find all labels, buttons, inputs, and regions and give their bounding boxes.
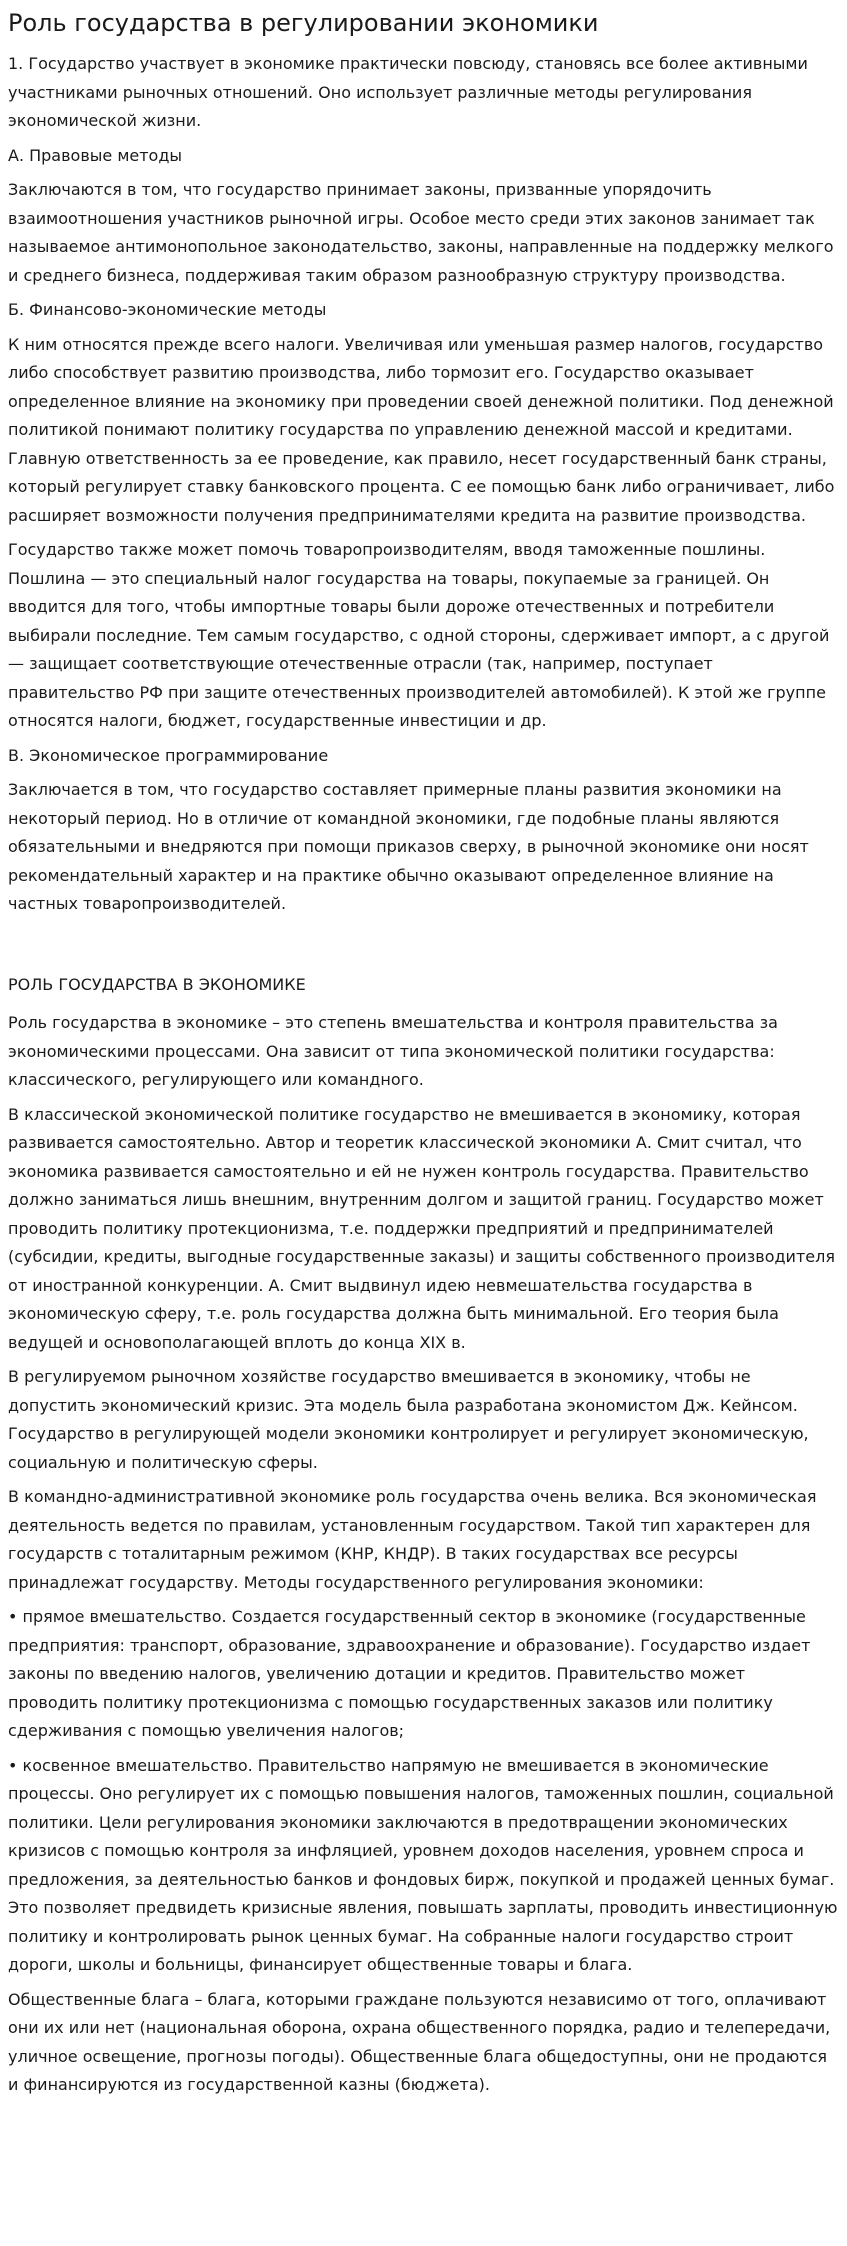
regulated-economy-paragraph: В регулируемом рыночном хозяйстве государство вмешивается в экономику, чтобы не допустить экономический кризис. Эта модель была разработана экономистом Дж. Кейнсом. Государство в регулирующей модели экономики контролирует и регулирует экономическую, социальную и политическую сферы. bbox=[8, 1367, 809, 1472]
page-title: Роль государства в регулировании экономики bbox=[8, 9, 599, 37]
economic-programming-paragraph: Заключается в том, что государство составляет примерные планы развития экономики на некоторый период. Но в отличие от командной экономики, где подобные планы являются обязательными и внедряются при помощи приказов сверху, в рыночной экономике они носят рекомендательный характер и на практике обычно оказывают определенное влияние на частных товаропроизводителей. bbox=[8, 780, 809, 913]
customs-duties-paragraph: Государство также может помочь товаропроизводителям, вводя таможенные пошлины. Пошлина — это специальный налог государства на товары, покупаемые за границей. Он вводится для того, чтобы импортные товары были дороже отечественных и потребители выбирали последние. Тем самым государство, с одной стороны, сдерживает импорт, а с другой — защищает соответствующие отечественные отрасли (так, например, поступает правительство РФ при защите отечественных производителей автомобилей). К этой же группе относятся налоги, бюджет, государственные инвестиции и др. bbox=[8, 540, 830, 730]
intro-paragraph: 1. Государство участвует в экономике практически повсюду, становясь все более активными участниками рыночных отношений. Оно использует различные методы регулирования экономической жизни. bbox=[8, 54, 808, 130]
public-goods-paragraph: Общественные блага – блага, которыми граждане пользуются независимо от того, оплачивают они их или нет (национальная оборона, охрана общественного порядка, радио и телепередачи, уличное освещение, прогнозы погоды). Общественные блага общедоступны, они не продаются и финансируются из государственной казны (бюджета). bbox=[8, 1989, 831, 2094]
financial-methods-paragraph: К ним относятся прежде всего налоги. Увеличивая или уменьшая размер налогов, государство либо способствует развитию производства, либо тормозит его. Государство оказывает определенное влияние на экономику при проведении своей денежной политики. Под денежной политикой понимают политику государства по управлению денежной массой и кредитами. Главную ответственность за ее проведение, как правило, несет государственный банк страны, который регулирует ставку банковского процента. С ее помощью банк либо ограничивает, либо расширяет возможности получения предпринимателями кредита на развитие производства. bbox=[8, 334, 835, 525]
subheading-economic-programming: В. Экономическое программирование bbox=[8, 745, 329, 765]
indirect-intervention-item: • косвенное вмешательство. Правительство напрямую не вмешивается в экономические процессы. Оно регулирует их с помощью повышения налогов, таможенных пошлин, социальной политики. Цели регулирования экономики заключаются в предотвращении экономических кризисов с помощью контроля за инфляцией, уровнем доходов населения, уровнем спроса и предложения, за деятельностью банков и фондовых бирж, покупкой и продажей ценных бумаг. Это позволяет предвидеть кризисные явления, повышать зарплаты, проводить инвестиционную политику и контролировать рынок ценных бумаг. На собранные налоги государство строит дороги, школы и больницы, финансирует общественные товары и блага. bbox=[8, 1755, 838, 1974]
command-economy-paragraph: В командно-административной экономике роль государства очень велика. Вся экономическая деятельность ведется по правилам, установленным государством. Такой тип характерен для государств с тоталитарным режимом (КНР, КНДР). В таких государствах все ресурсы принадлежат государству. Методы государственного регулирования экономики: bbox=[8, 1487, 817, 1592]
role-definition-paragraph: Роль государства в экономике – это степень вмешательства и контроля правительства за экономическими процессами. Она зависит от типа экономической политики государства: классического, регулирующего или командного. bbox=[8, 1013, 778, 1089]
section-heading-role-of-state: РОЛЬ ГОСУДАРСТВА В ЭКОНОМИКЕ bbox=[8, 974, 306, 994]
subheading-financial-methods: Б. Финансово-экономические методы bbox=[8, 300, 327, 319]
subheading-legal-methods: А. Правовые методы bbox=[8, 145, 183, 165]
direct-intervention-item: • прямое вмешательство. Создается государственный сектор в экономике (государственные предприятия: транспорт, образование, здравоохранение и образование). Государство издает законы по введению налогов, увеличению дотации и кредитов. Правительство может проводить политику протекционизма с помощью государственных заказов или политику сдерживания с помощью увеличения налогов; bbox=[8, 1607, 811, 1740]
classical-policy-paragraph: В классической экономической политике государство не вмешивается в экономику, которая развивается самостоятельно. Автор и теоретик классической экономики А. Смит считал, что экономика развивается самостоятельно и ей не нужен контроль государства. Правительство должно заниматься лишь внешним, внутренним долгом и защитой границ. Государство может проводить политику протекционизма, т.е. поддержки предприятий и предпринимателей (субсидии, кредиты, выгодные государственные заказы) и защиты собственного производителя от иностранной конкуренции. А. Смит выдвинул идею невмешательства государства в экономическую сферу, т.е. роль государства должна быть минимальной. Его теория была ведущей и основополагающей вплоть до конца XIX в. bbox=[8, 1104, 835, 1352]
legal-methods-paragraph: Заключаются в том, что государство принимает законы, призванные упорядочить взаимоотношения участников рыночной игры. Особое место среди этих законов занимает так называемое антимонопольное законодательство, законы, направленные на поддержку мелкого и среднего бизнеса, поддерживая таким образом разнообразную структуру производства. bbox=[8, 180, 834, 285]
